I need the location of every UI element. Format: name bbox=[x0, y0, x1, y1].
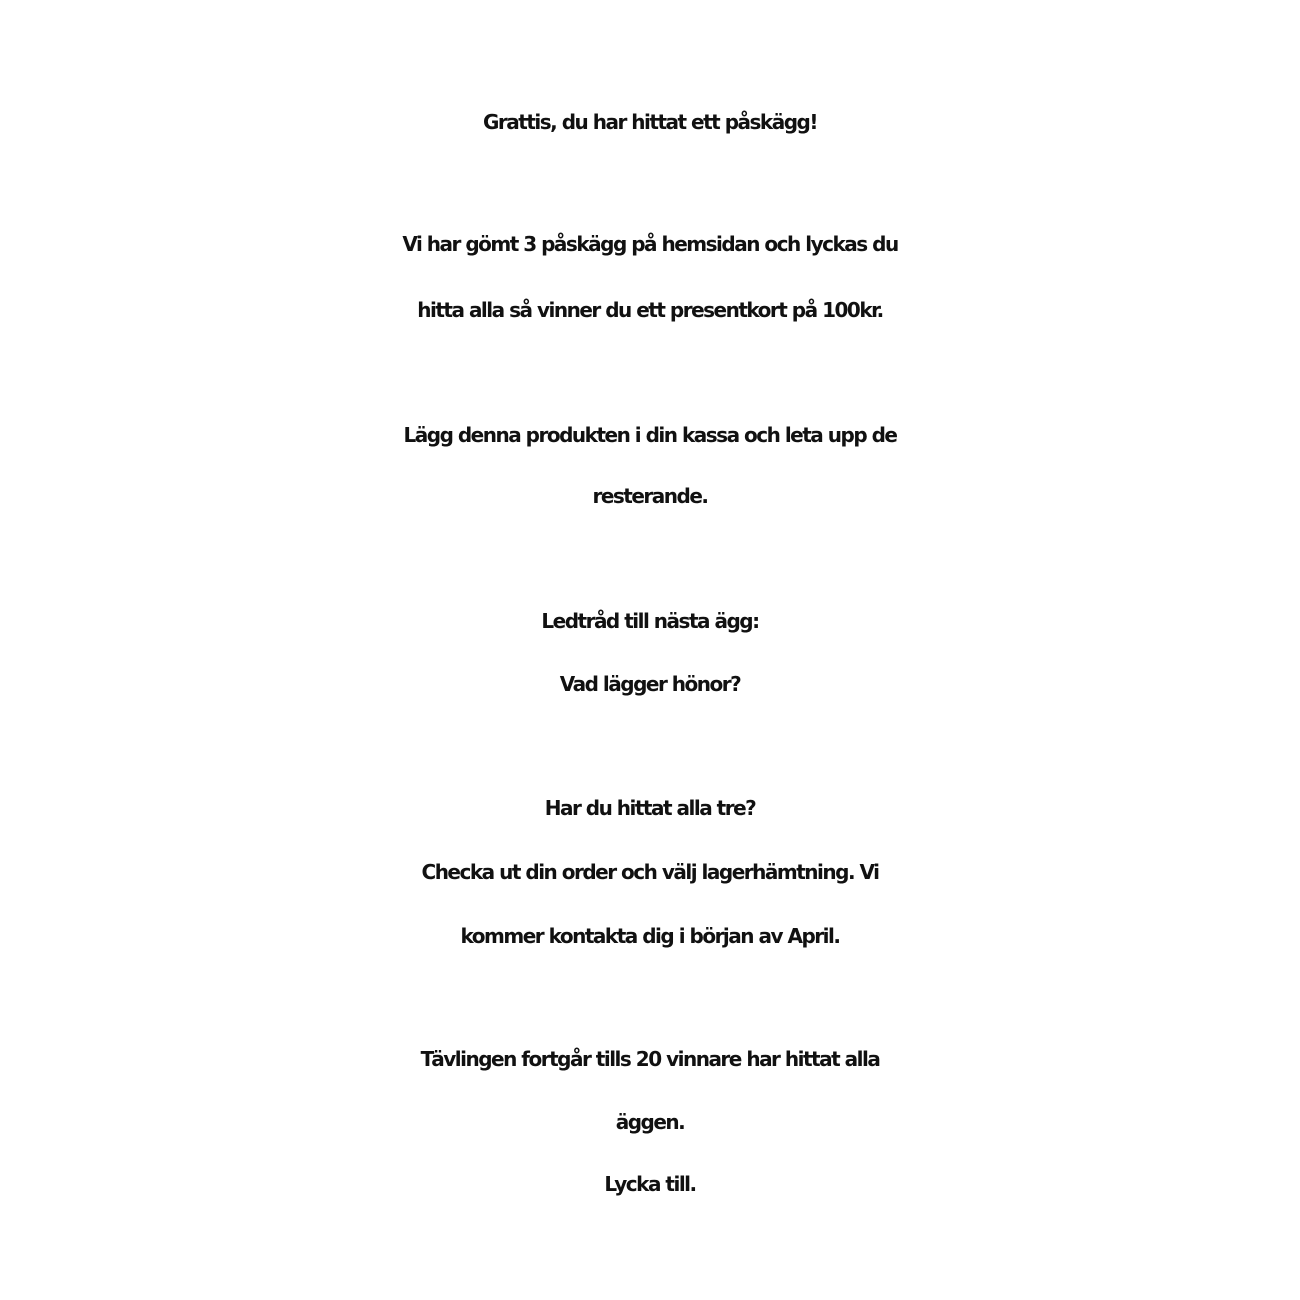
found-all-question: Har du hittat alla tre? bbox=[544, 796, 756, 820]
closing-line: Lycka till. bbox=[604, 1172, 696, 1196]
found-all-line-2: kommer kontakta dig i början av April. bbox=[460, 924, 840, 948]
found-all-line-1: Checka ut din order och välj lagerhämtning. Vi bbox=[421, 860, 879, 884]
clue-question: Vad lägger hönor? bbox=[559, 672, 741, 696]
rules-line-2: äggen. bbox=[615, 1110, 685, 1134]
intro-line-1: Vi har gömt 3 påskägg på hemsidan och lyckas du bbox=[402, 232, 898, 256]
rules-line-1: Tävlingen fortgår tills 20 vinnare har hittat alla bbox=[420, 1047, 880, 1071]
clue-label: Ledtråd till nästa ägg: bbox=[541, 609, 759, 633]
intro-line-2: hitta alla så vinner du ett presentkort på 100kr. bbox=[417, 298, 883, 322]
instruction-line-1: Lägg denna produkten i din kassa och leta upp de bbox=[403, 423, 897, 447]
instruction-line-2: resterande. bbox=[592, 484, 708, 508]
notice-heading: Grattis, du har hittat ett påskägg! bbox=[483, 110, 817, 134]
